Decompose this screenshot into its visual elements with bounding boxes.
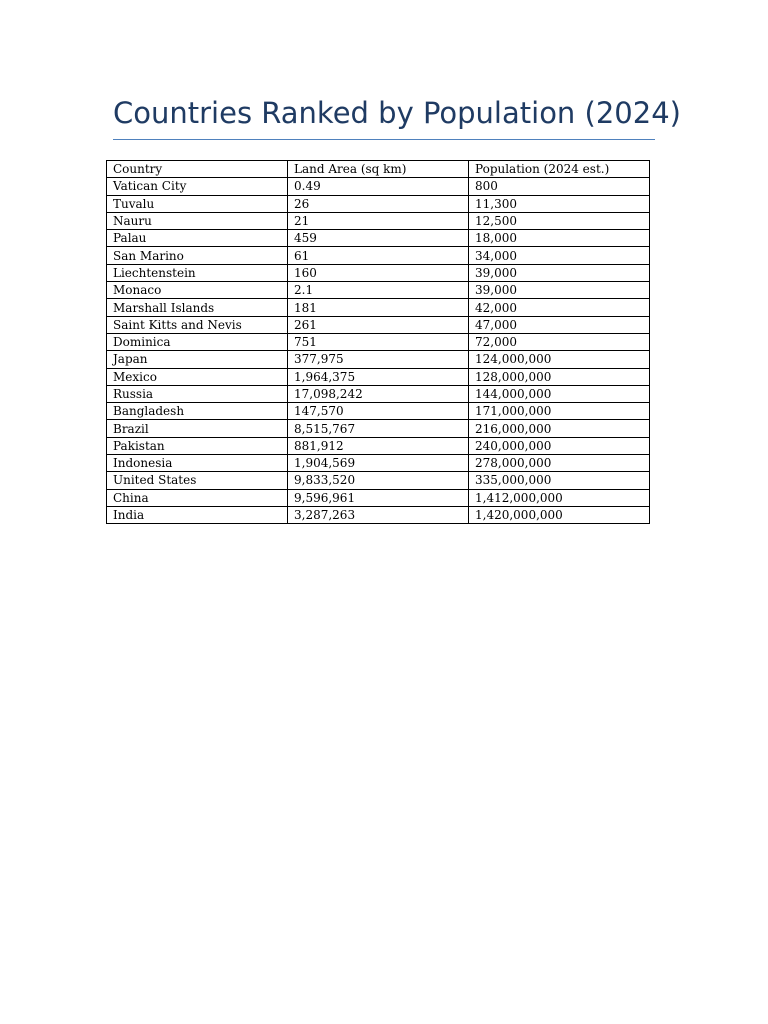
table-body — [107, 178, 650, 524]
cell-country: China — [107, 489, 288, 506]
cell-land-area: 0.49 — [288, 178, 469, 195]
cell-country: Russia — [107, 385, 288, 402]
table-row — [107, 282, 650, 299]
table-row — [107, 351, 650, 368]
table-row — [107, 420, 650, 437]
cell-country: Tuvalu — [107, 195, 288, 212]
cell-country: Mexico — [107, 368, 288, 385]
cell-country: Monaco — [107, 282, 288, 299]
cell-population: 1,412,000,000 — [469, 489, 650, 506]
cell-land-area: 9,833,520 — [288, 472, 469, 489]
cell-population: 39,000 — [469, 264, 650, 281]
cell-land-area: 881,912 — [288, 437, 469, 454]
cell-country: Pakistan — [107, 437, 288, 454]
cell-population: 171,000,000 — [469, 403, 650, 420]
table-row — [107, 195, 650, 212]
cell-population: 128,000,000 — [469, 368, 650, 385]
cell-country: Indonesia — [107, 455, 288, 472]
cell-population: 12,500 — [469, 212, 650, 229]
header-population: Population (2024 est.) — [469, 161, 650, 178]
cell-land-area: 8,515,767 — [288, 420, 469, 437]
cell-population: 1,420,000,000 — [469, 506, 650, 523]
cell-land-area: 751 — [288, 333, 469, 350]
cell-land-area: 1,964,375 — [288, 368, 469, 385]
table-row — [107, 264, 650, 281]
table-row — [107, 247, 650, 264]
cell-land-area: 17,098,242 — [288, 385, 469, 402]
cell-population: 216,000,000 — [469, 420, 650, 437]
population-table — [106, 160, 650, 524]
cell-land-area: 160 — [288, 264, 469, 281]
cell-land-area: 21 — [288, 212, 469, 229]
table-row — [107, 212, 650, 229]
cell-population: 800 — [469, 178, 650, 195]
table-row — [107, 489, 650, 506]
table-row — [107, 403, 650, 420]
cell-country: Japan — [107, 351, 288, 368]
table-row — [107, 333, 650, 350]
cell-population: 278,000,000 — [469, 455, 650, 472]
title-underline — [113, 139, 655, 140]
cell-land-area: 459 — [288, 230, 469, 247]
table-row — [107, 455, 650, 472]
table-row — [107, 178, 650, 195]
cell-country: Palau — [107, 230, 288, 247]
cell-population: 124,000,000 — [469, 351, 650, 368]
cell-land-area: 26 — [288, 195, 469, 212]
cell-country: Saint Kitts and Nevis — [107, 316, 288, 333]
table-row — [107, 368, 650, 385]
cell-country: Brazil — [107, 420, 288, 437]
cell-land-area: 3,287,263 — [288, 506, 469, 523]
cell-country: Dominica — [107, 333, 288, 350]
cell-country: Bangladesh — [107, 403, 288, 420]
cell-land-area: 2.1 — [288, 282, 469, 299]
table-row — [107, 437, 650, 454]
cell-population: 335,000,000 — [469, 472, 650, 489]
cell-population: 144,000,000 — [469, 385, 650, 402]
cell-country: Nauru — [107, 212, 288, 229]
table-row — [107, 385, 650, 402]
table-row — [107, 299, 650, 316]
cell-land-area: 61 — [288, 247, 469, 264]
cell-country: Marshall Islands — [107, 299, 288, 316]
cell-country: Liechtenstein — [107, 264, 288, 281]
cell-country: United States — [107, 472, 288, 489]
cell-country: San Marino — [107, 247, 288, 264]
table-header-row — [107, 161, 650, 178]
table-row — [107, 316, 650, 333]
table-row — [107, 506, 650, 523]
cell-population: 240,000,000 — [469, 437, 650, 454]
cell-population: 34,000 — [469, 247, 650, 264]
cell-population: 39,000 — [469, 282, 650, 299]
header-land-area: Land Area (sq km) — [288, 161, 469, 178]
table-row — [107, 230, 650, 247]
cell-land-area: 181 — [288, 299, 469, 316]
cell-land-area: 1,904,569 — [288, 455, 469, 472]
cell-land-area: 261 — [288, 316, 469, 333]
cell-population: 11,300 — [469, 195, 650, 212]
cell-population: 42,000 — [469, 299, 650, 316]
cell-country: India — [107, 506, 288, 523]
cell-land-area: 377,975 — [288, 351, 469, 368]
cell-population: 47,000 — [469, 316, 650, 333]
cell-population: 72,000 — [469, 333, 650, 350]
cell-land-area: 9,596,961 — [288, 489, 469, 506]
table-row — [107, 472, 650, 489]
document-title: Countries Ranked by Population (2024) — [113, 96, 681, 130]
cell-country: Vatican City — [107, 178, 288, 195]
cell-land-area: 147,570 — [288, 403, 469, 420]
header-country: Country — [107, 161, 288, 178]
cell-population: 18,000 — [469, 230, 650, 247]
